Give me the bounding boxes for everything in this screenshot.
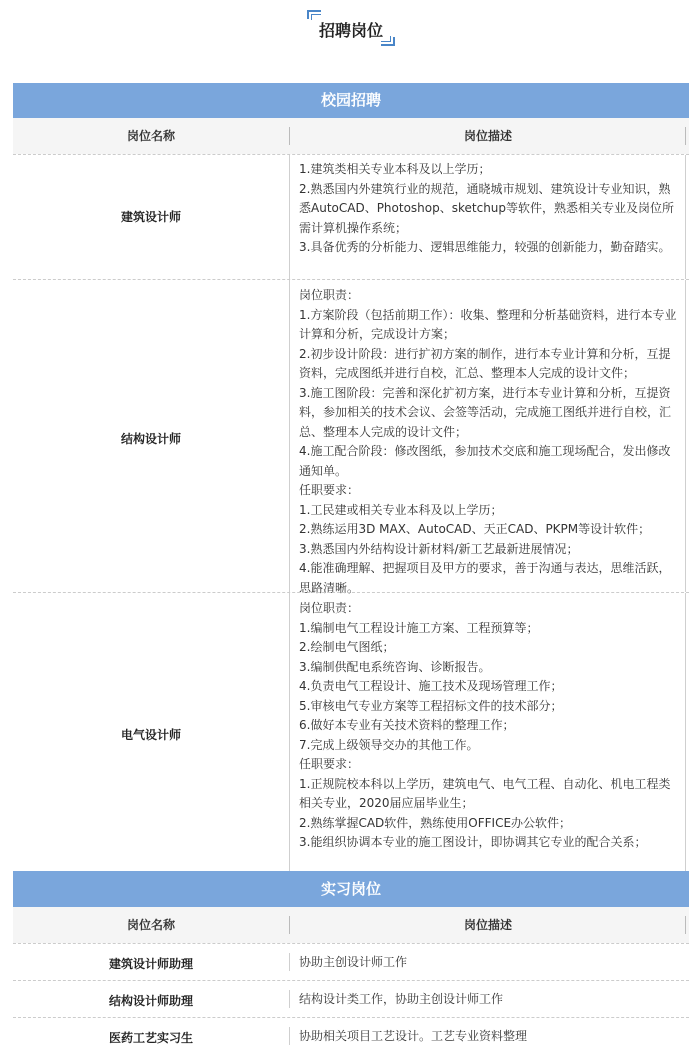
title-frame xyxy=(307,10,395,46)
position-name: 结构设计师助理 xyxy=(108,994,193,1008)
position-name: 医药工艺实习生 xyxy=(108,1031,193,1045)
column-divider xyxy=(685,127,686,145)
page-header xyxy=(0,0,700,60)
column-divider xyxy=(289,280,290,592)
page-title: 招聘岗位 xyxy=(318,21,383,40)
column-divider xyxy=(685,280,686,592)
column-divider xyxy=(289,593,290,871)
desc-line: 岗位职责： xyxy=(299,601,360,615)
position-description: 结构设计类工作，协助主创设计师工作 xyxy=(299,992,504,1006)
column-divider xyxy=(289,990,290,1008)
table-row xyxy=(13,1018,689,1053)
column-header-desc: 岗位描述 xyxy=(463,918,512,932)
desc-line: 2.熟练运用3D MAX、AutoCAD、天正CAD、PKPM等设计软件； xyxy=(299,522,651,536)
desc-line: 1.编制电气工程设计施工方案、工程预算等； xyxy=(299,620,539,635)
table-row xyxy=(13,593,689,871)
desc-line: 3.施工图阶段：完善和深化扩初方案，进行本专业计算和分析，互提资料，参加相关的技术会议、会签等活动，完成施工图纸并进行自校，汇总、整理本人完成的设计文件； xyxy=(299,385,672,439)
position-description: 协助主创设计师工作 xyxy=(299,955,408,969)
column-divider xyxy=(289,953,290,971)
position-name: 结构设计师 xyxy=(120,432,181,446)
desc-line: 7.完成上级领导交办的其他工作。 xyxy=(299,737,479,752)
desc-line: 1.建筑类相关专业本科及以上学历； xyxy=(299,162,491,176)
desc-line: 4.能准确理解、把握项目及甲方的要求，善于沟通与表达，思维活跃，思路清晰。 xyxy=(299,561,671,595)
desc-line: 2.初步设计阶段：进行扩初方案的制作，进行本专业计算和分析，互提资料，完成图纸并进行自校，汇总、整理本人完成的设计文件； xyxy=(299,346,671,380)
position-name: 电气设计师 xyxy=(120,728,181,742)
desc-line: 3.具备优秀的分析能力、逻辑思维能力，较强的创新能力，勤奋踏实。 xyxy=(299,240,671,254)
campus-table-header xyxy=(13,118,689,154)
table-row xyxy=(13,280,689,595)
campus-section-header: 校园招聘 xyxy=(13,83,689,118)
table-row xyxy=(13,155,689,279)
desc-line: 任职要求： xyxy=(299,483,360,497)
desc-line: 5.审核电气专业方案等工程招标文件的技术部分； xyxy=(299,698,563,713)
desc-line: 3.能组织协调本专业的施工图设计，即协调其它专业的配合关系； xyxy=(299,835,647,849)
desc-line: 2.绘制电气图纸； xyxy=(299,640,395,654)
desc-line: 1.方案阶段（包括前期工作）：收集、整理和分析基础资料，进行本专业计算和分析，完成设计方案； xyxy=(299,307,677,341)
column-divider xyxy=(289,155,290,279)
intern-section-header: 实习岗位 xyxy=(13,871,689,907)
intern-table-header xyxy=(13,907,689,943)
desc-line: 6.做好本专业有关技术资料的整理工作； xyxy=(299,718,515,732)
desc-line: 岗位职责： xyxy=(299,288,360,302)
desc-line: 2.熟练掌握CAD软件，熟练使用OFFICE办公软件； xyxy=(299,815,572,830)
position-description xyxy=(299,286,679,598)
column-divider xyxy=(289,1027,290,1045)
column-divider xyxy=(685,593,686,871)
table-row xyxy=(13,981,689,1017)
desc-line: 1.正规院校本科以上学历，建筑电气、电气工程、自动化、机电工程类相关专业，2020届应届毕业生； xyxy=(299,776,671,810)
column-header-desc: 岗位描述 xyxy=(463,129,512,143)
position-name: 建筑设计师 xyxy=(120,210,181,224)
position-description xyxy=(299,160,679,258)
position-description xyxy=(299,599,679,853)
column-divider xyxy=(685,916,686,934)
position-name: 建筑设计师助理 xyxy=(108,957,193,971)
desc-line: 2.熟悉国内外建筑行业的规范，通晓城市规划、建筑设计专业知识，熟悉AutoCAD、Photoshop、sketchup等软件，熟悉相关专业及岗位所需计算机操作系统； xyxy=(299,181,675,235)
position-description: 协助相关项目工艺设计。工艺专业资料整理 xyxy=(299,1029,528,1043)
desc-line: 4.施工配合阶段：修改图纸，参加技术交底和施工现场配合，发出修改通知单。 xyxy=(299,444,671,478)
column-divider xyxy=(685,155,686,279)
desc-line: 3.熟悉国内外结构设计新材料/新工艺最新进展情况； xyxy=(299,541,579,556)
desc-line: 4.负责电气工程设计、施工技术及现场管理工作； xyxy=(299,679,563,693)
desc-line: 3.编制供配电系统咨询、诊断报告。 xyxy=(299,659,491,674)
desc-line: 1.工民建或相关专业本科及以上学历； xyxy=(299,502,503,517)
column-header-name: 岗位名称 xyxy=(126,918,175,932)
desc-line: 任职要求： xyxy=(299,757,360,771)
table-row xyxy=(13,944,689,980)
column-header-name: 岗位名称 xyxy=(126,129,175,143)
